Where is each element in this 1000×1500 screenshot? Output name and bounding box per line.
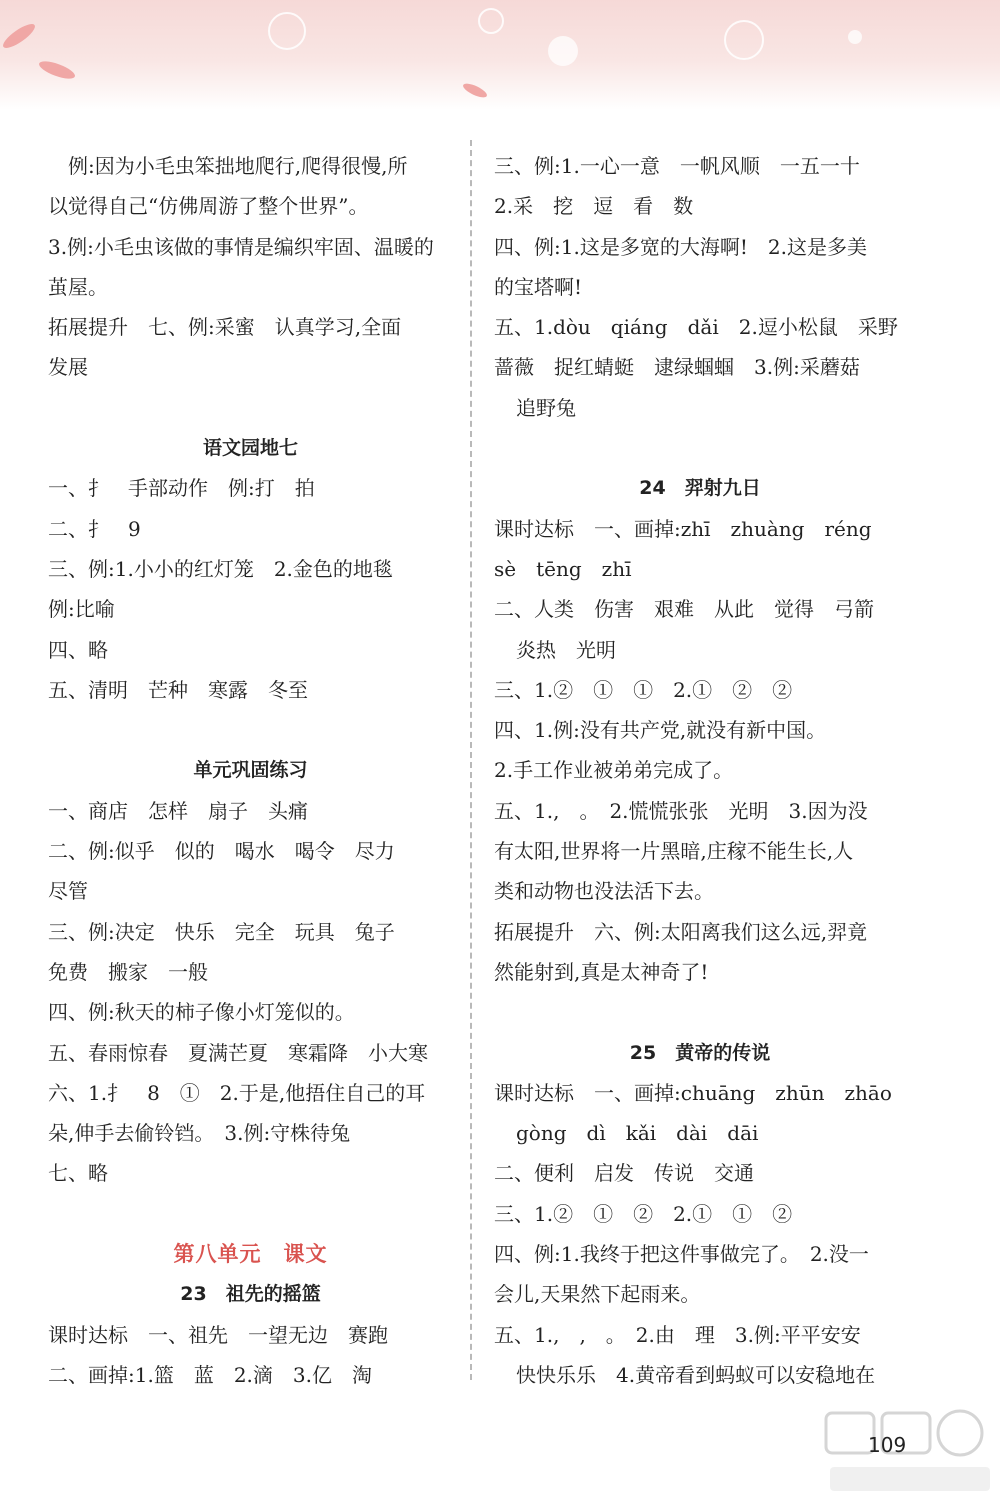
answer-line: 六、1.扌 8 ① 2.于是,他捂住自己的耳: [48, 1080, 426, 1105]
answer-line: 五、清明 芒种 寒露 冬至: [48, 677, 308, 702]
answer-line: 例:因为小毛虫笨拙地爬行,爬得很慢,所: [48, 154, 408, 178]
answer-line: 有太阳,世界将一片黑暗,庄稼不能生长,人: [494, 839, 854, 864]
answer-line: 三、例:1.小小的红灯笼 2.金色的地毯: [48, 556, 393, 581]
answer-line: 四、例:1.我终于把这件事做完了。 2.没一: [494, 1242, 869, 1267]
answer-line: 四、例:秋天的柿子像小灯笼似的。: [48, 1000, 355, 1025]
watermark-logo: [820, 1405, 1000, 1500]
answer-line: 会儿,天果然下起雨来。: [494, 1282, 701, 1307]
section-heading: 25 黄帝的传说: [629, 1041, 771, 1064]
bubble-decoration: [848, 30, 862, 44]
answer-line: 快快乐乐 4.黄帝看到蚂蚁可以安稳地在: [516, 1362, 876, 1387]
answer-line: 蔷薇 捉红蜻蜓 逮绿蝈蝈 3.例:采蘑菇: [494, 355, 860, 380]
answer-line: 四、例:1.这是多宽的大海啊! 2.这是多美: [494, 234, 867, 259]
answer-line: 例:比喻: [48, 597, 115, 622]
answer-line: 尽管: [48, 879, 88, 904]
answer-line: 课时达标 一、祖先 一望无边 赛跑: [48, 1322, 388, 1347]
answer-line: 的宝塔啊!: [494, 274, 583, 299]
answer-line: 五、1., 。 2.慌慌张张 光明 3.因为没: [494, 798, 868, 823]
right-answer-column: [494, 146, 906, 1395]
section-heading: 24 羿射九日: [639, 477, 761, 500]
section-spacer: [48, 1194, 453, 1234]
bubble-decoration: [478, 8, 504, 34]
answer-line: 四、略: [48, 637, 108, 662]
answer-line: 五、1., , 。 2.由 理 3.例:平平安安: [494, 1322, 861, 1347]
answer-line: 一、商店 怎样 扇子 头痛: [48, 798, 308, 823]
answer-line: 三、例:决定 快乐 完全 玩具 兔子: [48, 919, 395, 944]
answer-line: 追野兔: [516, 395, 576, 420]
answer-line: 五、1.dòu qiáng dǎi 2.逗小松鼠 采野: [494, 315, 898, 340]
answer-line: 课时达标 一、画掉:zhī zhuàng réng: [494, 516, 872, 541]
answer-line: 三、例:1.一心一意 一帆风顺 一五一十: [494, 154, 860, 178]
answer-line: 3.例:小毛虫该做的事情是编织牢固、温暖的: [48, 234, 434, 259]
answer-line: 2.手工作业被弟弟完成了。: [494, 758, 734, 783]
answer-line: 二、画掉:1.篮 蓝 2.滴 3.亿 淘: [48, 1362, 372, 1387]
answer-line: 发展: [48, 355, 88, 380]
section-spacer: [494, 992, 906, 1032]
answer-line: 拓展提升 七、例:采蜜 认真学习,全面: [48, 315, 402, 340]
answer-line: gòng dì kǎi dài dāi: [516, 1121, 759, 1146]
answer-line: 五、春雨惊春 夏满芒夏 寒霜降 小大寒: [48, 1040, 428, 1065]
section-spacer: [48, 388, 453, 428]
answer-line: 以觉得自己“仿佛周游了整个世界”。: [48, 194, 369, 219]
petal-decoration: [461, 81, 488, 100]
bubble-decoration: [724, 20, 764, 60]
answer-line: 二、便利 启发 传说 交通: [494, 1161, 754, 1186]
answer-line: 免费 搬家 一般: [48, 959, 208, 984]
decorative-header-banner: [0, 0, 1000, 110]
answer-line: 2.采 挖 逗 看 数: [494, 194, 694, 219]
answer-line: 四、1.例:没有共产党,就没有新中国。: [494, 718, 827, 743]
page-number: 109: [868, 1433, 907, 1457]
left-answer-column: [48, 146, 453, 1395]
answer-line: 炎热 光明: [516, 637, 616, 662]
section-spacer: [494, 428, 906, 468]
petal-decoration: [0, 20, 38, 52]
answer-line: 七、略: [48, 1161, 108, 1186]
answer-line: 课时达标 一、画掉:chuāng zhūn zhāo: [494, 1080, 892, 1105]
answer-line: 三、1.② ① ① 2.① ② ②: [494, 677, 793, 702]
section-heading: 23 祖先的摇篮: [180, 1283, 321, 1306]
section-spacer: [48, 710, 453, 750]
answer-line: 然能射到,真是太神奇了!: [494, 959, 709, 984]
answer-line: 一、扌 手部动作 例:打 拍: [48, 476, 315, 501]
bubble-decoration: [548, 36, 578, 66]
answer-line: 类和动物也没法活下去。: [494, 879, 714, 904]
section-heading: 语文园地七: [202, 437, 298, 460]
answer-line: 朵,伸手去偷铃铛。 3.例:守株待兔: [48, 1121, 351, 1146]
column-divider: [470, 140, 472, 1380]
answer-line: 茧屋。: [48, 274, 108, 299]
answer-line: 二、人类 伤害 艰难 从此 觉得 弓箭: [494, 597, 874, 622]
answer-line: 二、例:似乎 似的 喝水 喝令 尽力: [48, 839, 395, 864]
section-heading: 单元巩固练习: [193, 759, 308, 782]
bubble-decoration: [268, 12, 306, 50]
answer-line: 拓展提升 六、例:太阳离我们这么远,羿竟: [494, 919, 868, 944]
answer-line: 三、1.② ① ② 2.① ① ②: [494, 1201, 793, 1226]
answer-line: sè tēng zhī: [494, 556, 632, 581]
unit-title: 第八单元 课文: [173, 1241, 328, 1267]
petal-decoration: [37, 58, 77, 82]
answer-line: 二、扌 9: [48, 516, 141, 541]
